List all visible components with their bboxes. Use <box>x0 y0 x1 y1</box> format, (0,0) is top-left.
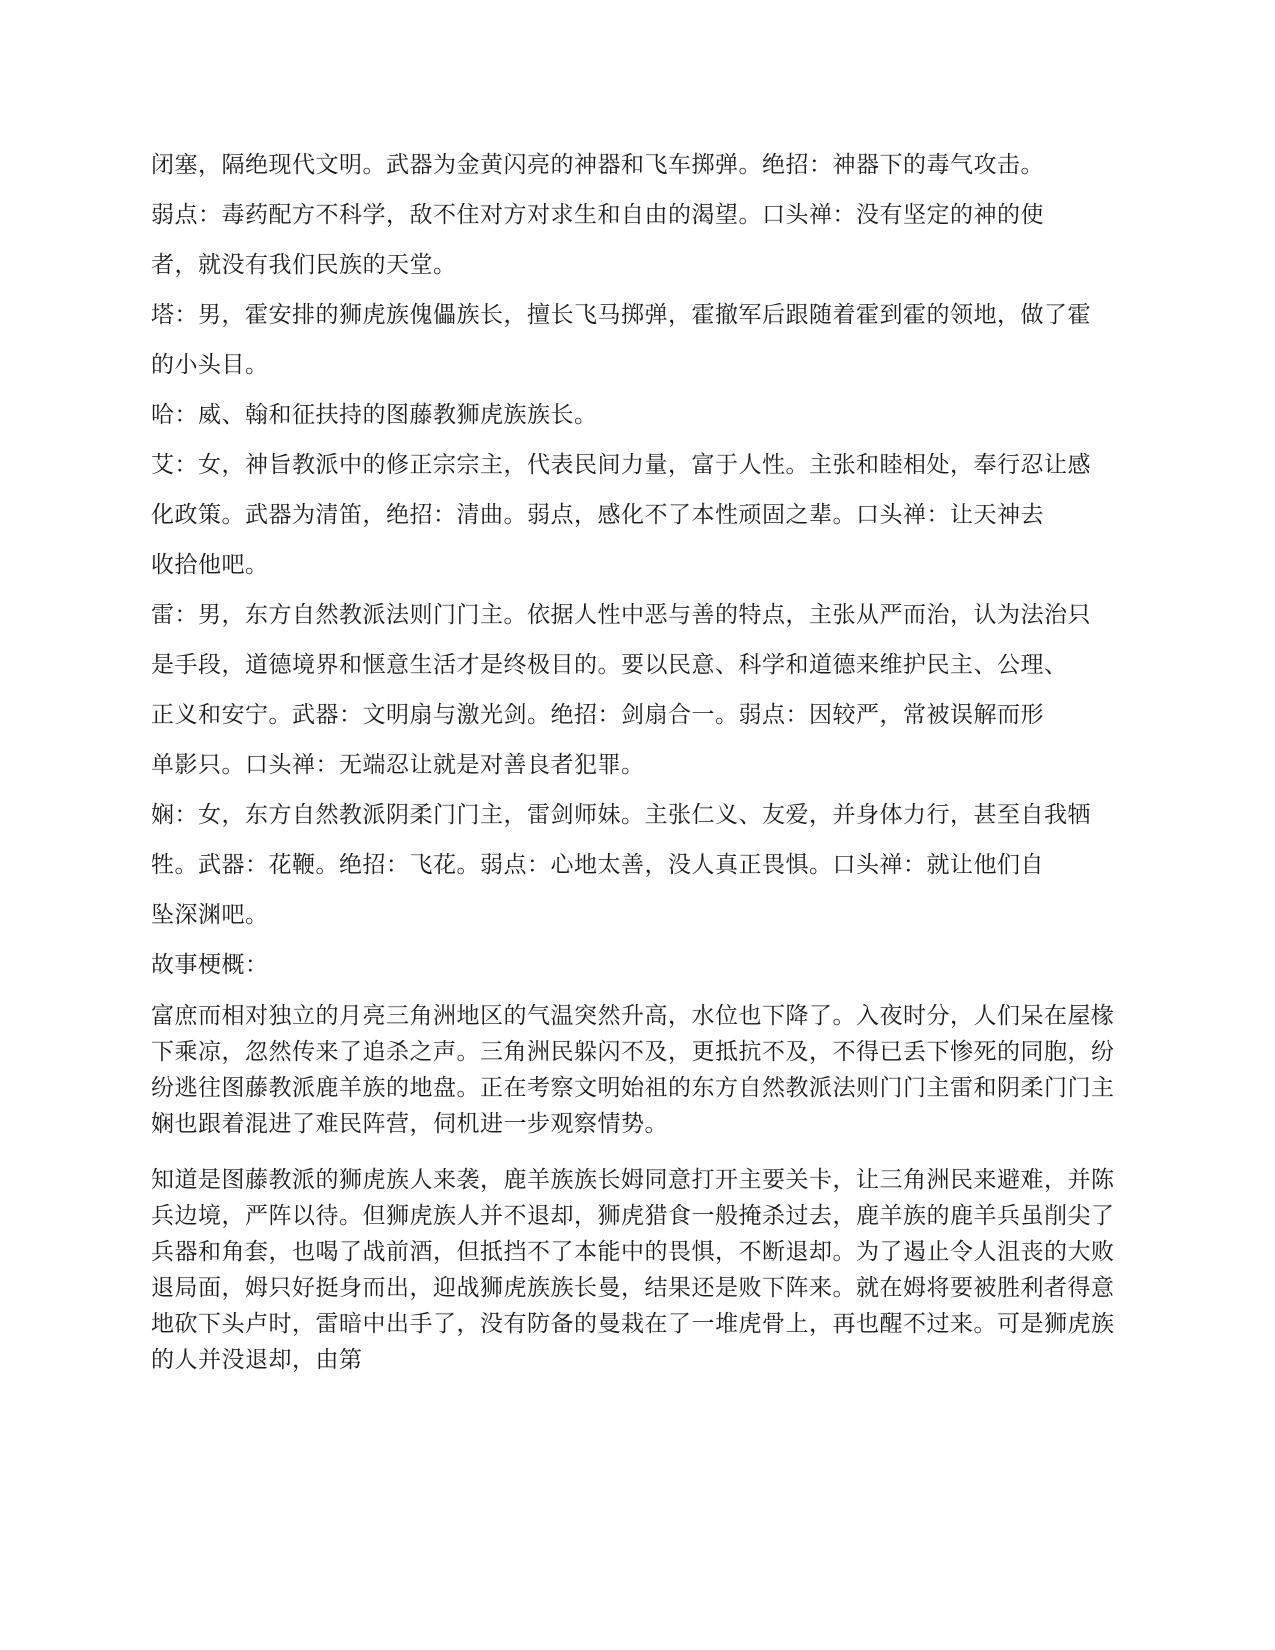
text-line: 正义和安宁。武器：文明扇与激光剑。绝招：剑扇合一。弱点：因较严，常被误解而形 <box>151 702 1044 728</box>
text-line: 艾：女，神旨教派中的修正宗宗主，代表民间力量，富于人性。主张和睦相处，奉行忍让感 <box>151 452 1091 478</box>
text-line: 收拾他吧。 <box>151 552 269 578</box>
text-line: 的小头目。 <box>151 352 269 378</box>
text-line: 哈：威、翰和征扶持的图藤教狮虎族族长。 <box>151 402 598 428</box>
text-line: 牲。武器：花鞭。绝招：飞花。弱点：心地太善，没人真正畏惧。口头禅：就让他们自 <box>151 852 1044 878</box>
text-line: 单影只。口头禅：无端忍让就是对善良者犯罪。 <box>151 752 645 778</box>
text-line: 者，就没有我们民族的天堂。 <box>151 252 457 278</box>
story-paragraph: 知道是图藤教派的狮虎族人来袭，鹿羊族族长姆同意打开主要关卡，让三角洲民来避难，并陈兵边境，严阵以待。但狮虎族人并不退却，狮虎猎食一般掩杀过去，鹿羊族的鹿羊兵虽削尖了兵器和角套，也喝了战前酒，但抵挡不了本能中的畏惧，不断退却。为了遏止令人沮丧的大败退局面，姆只好挺身而出，迎战狮虎族族长曼，结果还是败下阵来。就在姆将要被胜利者得意地砍下头卢时，雷暗中出手了，没有防备的曼栽在了一堆虎骨上，再也醒不过来。可是狮虎族的人并没退却，由第 <box>151 1167 1115 1373</box>
text-line: 塔：男，霍安排的狮虎族傀儡族长，擅长飞马掷弹，霍撤军后跟随着霍到霍的领地，做了霍 <box>151 302 1091 328</box>
text-line: 是手段，道德境界和惬意生活才是终极目的。要以民意、科学和道德来维护民主、公理、 <box>151 652 1068 678</box>
section-heading: 故事梗概： <box>151 952 269 978</box>
document-page <box>151 148 1136 1398</box>
story-paragraph: 富庶而相对独立的月亮三角洲地区的气温突然升高，水位也下降了。入夜时分，人们呆在屋椽下乘凉，忽然传来了追杀之声。三角洲民躲闪不及，更抵抗不及，不得已丢下惨死的同胞，纷纷逃往图藤教派鹿羊族的地盘。正在考察文明始祖的东方自然教派法则门门主雷和阴柔门门主娴也跟着混进了难民阵营，伺机进一步观察情势。 <box>151 1003 1115 1137</box>
text-line: 娴：女，东方自然教派阴柔门门主，雷剑师妹。主张仁义、友爱，并身体力行，甚至自我牺 <box>151 802 1091 828</box>
text-line: 弱点：毒药配方不科学，敌不住对方对求生和自由的渴望。口头禅：没有坚定的神的使 <box>151 202 1044 228</box>
text-line: 化政策。武器为清笛，绝招：清曲。弱点，感化不了本性顽固之辈。口头禅：让天神去 <box>151 502 1044 528</box>
text-line: 坠深渊吧。 <box>151 902 269 928</box>
text-line: 雷：男，东方自然教派法则门门主。依据人性中恶与善的特点，主张从严而治，认为法治只 <box>151 602 1091 628</box>
text-line: 闭塞，隔绝现代文明。武器为金黄闪亮的神器和飞车掷弹。绝招：神器下的毒气攻击。 <box>151 152 1044 178</box>
